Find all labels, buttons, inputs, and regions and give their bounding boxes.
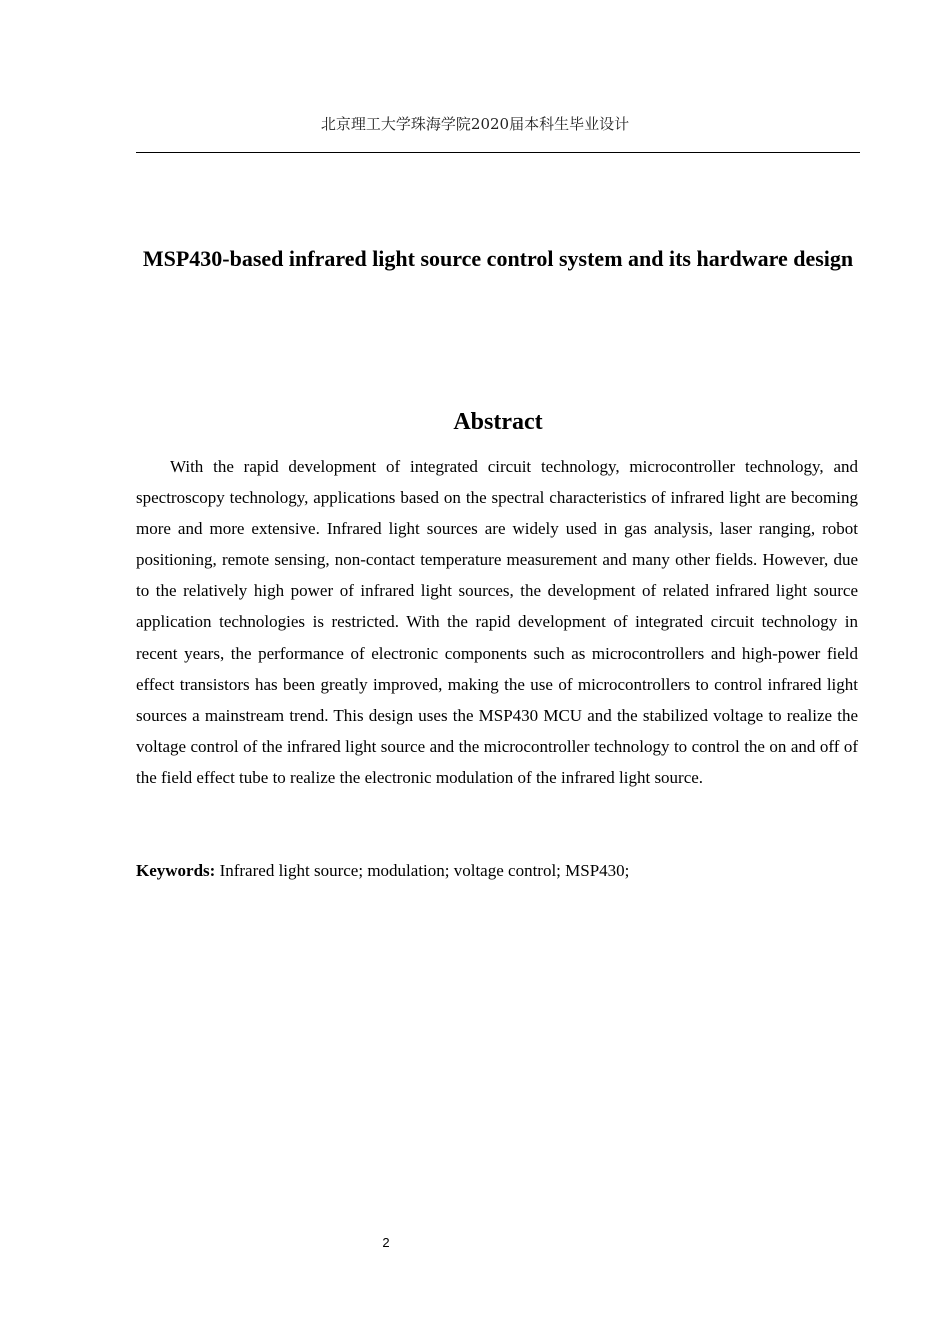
header-divider — [136, 152, 860, 153]
abstract-paragraph: With the rapid development of integrated circuit technology, microcontroller technology, and spectroscopy technology, applications based on the spectral characteristics of infrared light are becoming more and more extensive. Infrared light sources are widely used in gas analysis, laser ranging, robot positioning, remote sensing, non-contact temperature measurement and many other fields. However, due to the relatively high power of infrared light sources, the development of related infrared light source application technologies is restricted. With the rapid development of integrated circuit technology in recent years, the performance of electronic components such as microcontrollers and high-power field effect transistors has been greatly improved, making the use of microcontrollers to control infrared light sources a mainstream trend. This design uses the MSP430 MCU and the stabilized voltage to realize the voltage control of the infrared light source and the microcontroller technology to control the on and off of the field effect tube to realize the electronic modulation of the infrared light source. — [136, 457, 858, 787]
keywords-label: Keywords: — [136, 861, 216, 880]
page-header: 北京理工大学珠海学院2020届本科生毕业设计 — [320, 115, 630, 133]
abstract-heading: Abstract — [453, 409, 543, 435]
keywords-value: Infrared light source; modulation; voltage control; MSP430; — [215, 861, 630, 880]
document-title: MSP430-based infrared light source control system and its hardware design — [142, 246, 854, 271]
page-number: 2 — [382, 1235, 390, 1250]
keywords-line — [136, 855, 858, 886]
